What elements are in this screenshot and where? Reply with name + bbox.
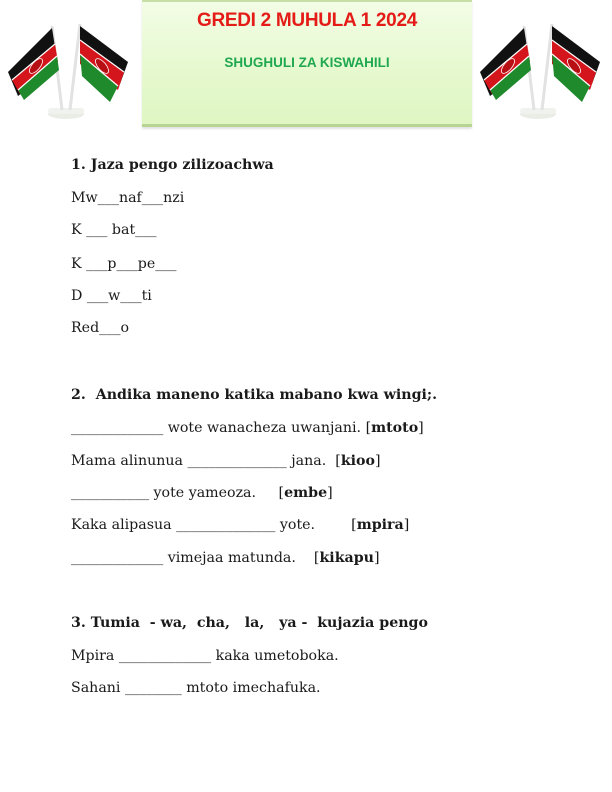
title-banner — [142, 0, 472, 127]
plural-item — [71, 420, 424, 436]
fill-blank-item: K ___p___pe___ — [71, 256, 177, 272]
fill-blank-item: Mpira _____________ kaka umetoboka. — [71, 648, 339, 664]
kenya-flags-icon — [472, 4, 612, 122]
fill-blank-item: K ___ bat___ — [71, 222, 157, 238]
plural-item — [71, 517, 409, 533]
bracket-word: kioo — [340, 453, 375, 469]
plural-item — [71, 550, 380, 566]
bracket-word: embe — [284, 485, 328, 501]
sentence-text: Kaka alipasua ______________ yote. [ — [71, 517, 357, 533]
sentence-text: _____________ vimejaa matunda. [ — [71, 550, 320, 566]
bracket-close: ] — [403, 517, 410, 533]
fill-blank-item: Mw___naf___nzi — [71, 190, 185, 206]
bracket-close: ] — [374, 453, 381, 469]
section-1-heading: 1. Jaza pengo zilizoachwa — [71, 157, 274, 173]
bracket-close: ] — [327, 485, 333, 501]
bracket-word: mtoto — [371, 420, 419, 436]
plural-item — [71, 453, 381, 469]
sentence-text: _____________ wote wanacheza uwanjani. [ — [71, 420, 372, 436]
worksheet-subtitle: SHUGHULI ZA KISWAHILI — [224, 55, 390, 70]
bracket-close: ] — [418, 420, 424, 436]
bracket-word: mpira — [356, 517, 404, 533]
worksheet-header — [0, 0, 612, 126]
section-2-heading: 2. Andika maneno katika mabano kwa wingi;. — [71, 387, 438, 403]
sentence-text: Mama alinunua ______________ jana. [ — [71, 453, 341, 469]
section-3-heading: 3. Tumia - wa, cha, la, ya - kujazia pengo — [71, 615, 428, 631]
bracket-word: kikapu — [319, 550, 374, 566]
bracket-close: ] — [373, 550, 380, 566]
fill-blank-item: Red___o — [71, 320, 129, 336]
worksheet-title: GREDI 2 MUHULA 1 2024 — [196, 10, 417, 31]
sentence-text: ___________ yote yameoza. [ — [71, 485, 285, 501]
kenya-flags-icon — [0, 4, 140, 122]
fill-blank-item: Sahani ________ mtoto imechafuka. — [71, 680, 321, 696]
fill-blank-item: D ___w___ti — [71, 288, 152, 304]
plural-item — [71, 485, 333, 501]
